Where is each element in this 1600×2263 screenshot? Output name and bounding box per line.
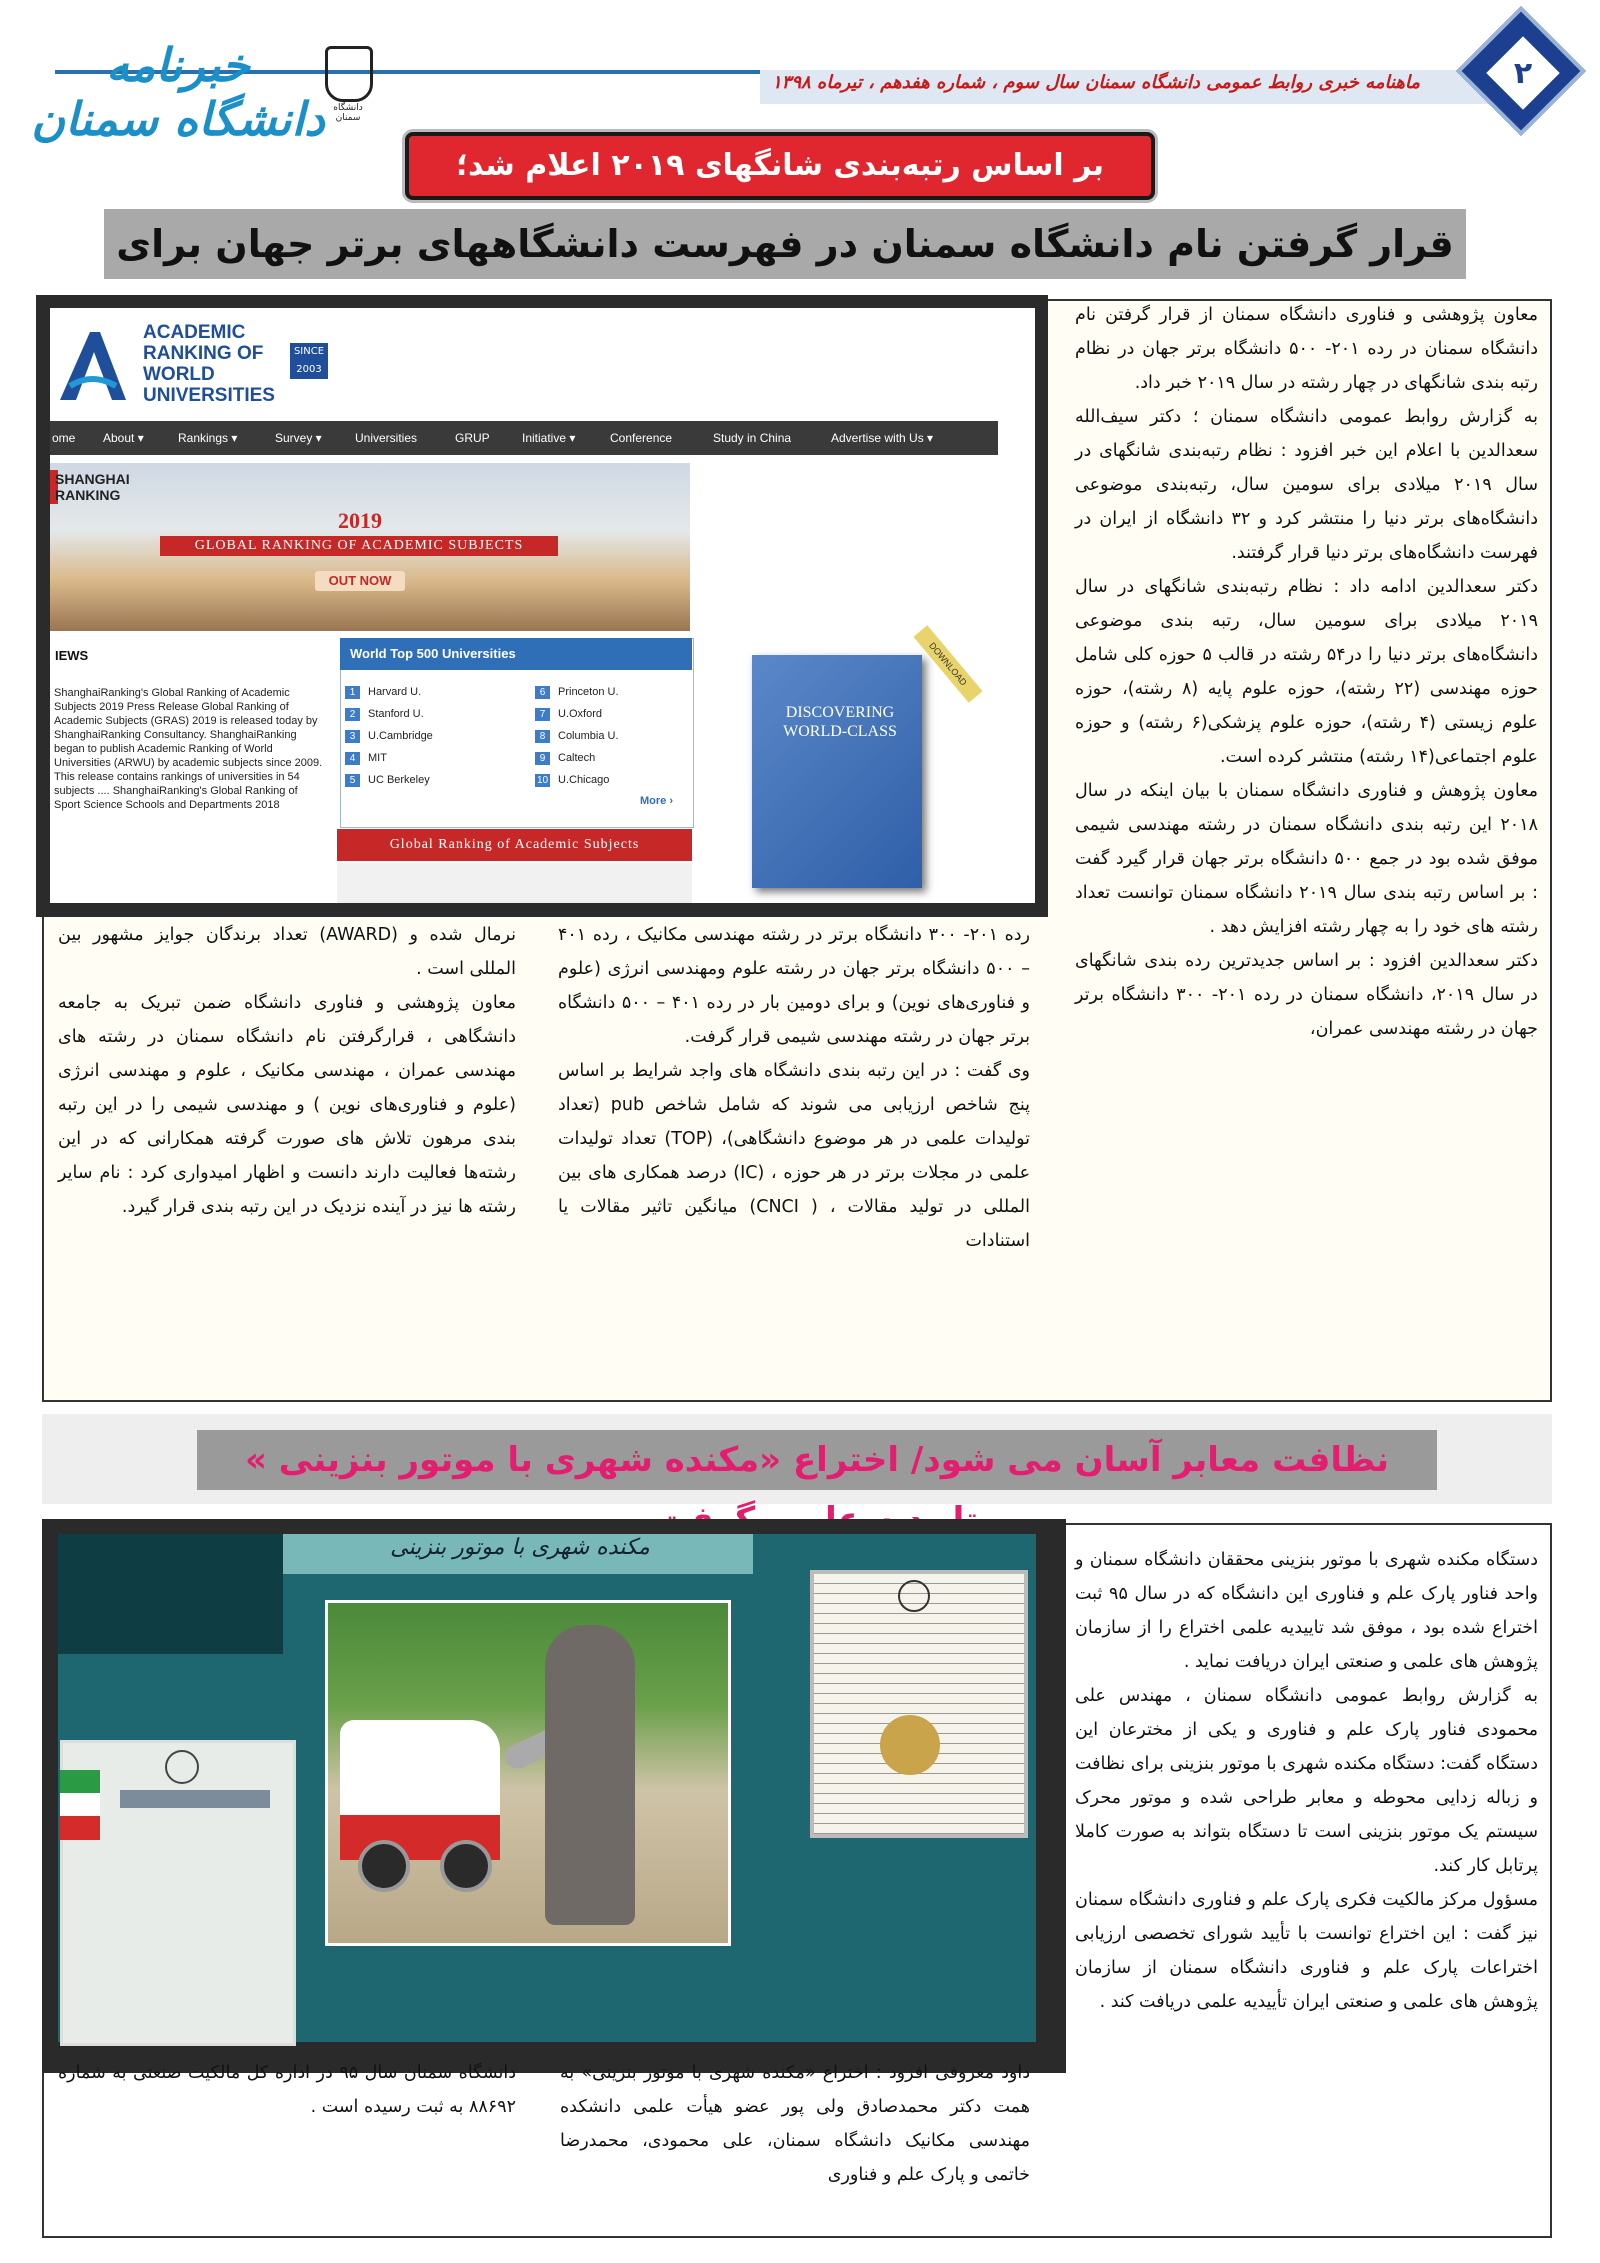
paragraph: معاون پژوهش و فناوری دانشگاه سمنان با بیان اینکه در سال ۲۰۱۸ این رتبه بندی دانشگاه سمنان در رشته مهندسی شیمی موفق شده بود در جمع ۵۰۰ دانشگاه برتر جهان قرار گیرد گفت : بر اساس رتبه بندی سال ۲۰۱۹ دانشگاه سمنان توانست تعداد رشته های خود را به چهار رشته افزایش دهد . (1075, 781, 1538, 937)
nav-item[interactable]: Conference (610, 431, 673, 445)
university-item[interactable] (345, 730, 433, 743)
arwu-line: RANKING OF (143, 343, 264, 364)
article1-kicker (405, 132, 1155, 200)
newsletter-logo: خبرنامه دانشگاه سمنان (31, 38, 325, 146)
article1-column-left (58, 918, 516, 1224)
article1-column-right (1075, 298, 1538, 1046)
nav-item[interactable]: About ▾ (103, 431, 144, 445)
paragraph: دانشگاه سمنان سال ۹۵ در اداره کل مالکیت صنعتی به شماره ۸۸۶۹۲ به ثبت رسیده است . (58, 2063, 516, 2117)
paragraph: دکتر سعدالدین ادامه داد : نظام رتبه‌بندی شانگهای در سال ۲۰۱۹ میلادی برای سومین سال، رتبه بندی موضوعی دانشگاه‌های برتر دنیا را در۵۴ رشته در قالب ۵ حوزه کلی شامل حوزه مهندسی (۲۲ رشته)، حوزه علوم پایه (۸ رشته)، حوزه علوم زیستی (۴ رشته)، حوزه علوم پزشکی(۶ رشته) و حوزه علوم اجتماعی(۱۴ رشته) منتشر کرده است. (1075, 577, 1538, 767)
paragraph: رده ۲۰۱- ۳۰۰ دانشگاه برتر در رشته مهندسی مکانیک ، رده ۴۰۱ – ۵۰۰ دانشگاه برتر جهان در رشته علوم ومهندسی انرژی (علوم و فناوری‌های نوین) و برای دومین بار در رده ۴۰۱ – ۵۰۰ دانشگاه برتر جهان در رشته مهندسی شیمی قرار گرفت. (558, 925, 1031, 1047)
university-item[interactable] (345, 686, 421, 699)
image-caption-title: مکنده شهری با موتور بنزینی (390, 1535, 650, 1560)
iran-flag-icon (60, 1770, 100, 1840)
certificate-logo-icon (898, 1580, 930, 1612)
arwu-logo-icon (56, 328, 128, 403)
nav-item[interactable]: Survey ▾ (275, 431, 322, 445)
paragraph: معاون پژوهشی و فناوری دانشگاه سمنان از قرار گرفتن نام دانشگاه سمنان در رده ۲۰۱- ۵۰۰ دانشگاه برتر جهان در نظام رتبه بندی شانگهای در چهار رشته در سال ۲۰۱۹ خبر داد. (1075, 305, 1538, 393)
rank-badge: 1 (345, 686, 360, 699)
rank-badge: 10 (536, 775, 549, 786)
university-item[interactable] (535, 730, 619, 743)
paragraph: داود معروفی افزود : اختراع «مکنده شهری با موتور بنزینی» به همت دکتر محمدصادق ولی پور عضو هیأت علمی دانشکده مهندسی مکانیک دانشگاه سمنان، علی محمودی، محمدرضا خاتمی و پارک علم و فناوری (560, 2063, 1030, 2185)
university-item[interactable] (345, 774, 430, 787)
university-item[interactable] (535, 752, 595, 765)
university-name: MIT (368, 752, 387, 764)
news-heading: IEWS (55, 648, 89, 663)
paragraph: معاون پژوهشی و فناوری دانشگاه ضمن تبریک به جامعه دانشگاهی ، قرارگرفتن نام دانشگاه سمنان در رشته های مهندسی عمران ، مهندسی مکانیک ، علوم و مهندسی انرژی (علوم و فناوری‌های نوین ) و مهندسی شیمی را در این رتبه بندی مرهون تلاش های صورت گرفته همکارانی که در این رشته‌ها فعالیت دارند دانست و اظهار امیدواری کرد : نام سایر رشته ها نیز در آینده نزدیک در این رتبه بندی قرار گیرد. (58, 993, 516, 1217)
wheel-icon (440, 1840, 492, 1892)
article1-headline (104, 209, 1466, 279)
download-ribbon[interactable]: DOWNLOAD (913, 625, 982, 702)
gold-seal-icon (880, 1715, 940, 1775)
emblem-icon (165, 1750, 199, 1784)
shanghai-ranking-logo: SHANGHAI RANKING (55, 471, 130, 503)
rank-badge: 3 (345, 730, 360, 743)
nav-item[interactable]: Advertise with Us ▾ (831, 431, 934, 445)
book-cover[interactable] (752, 655, 922, 888)
more-link[interactable]: More › (640, 795, 673, 807)
book-title: DISCOVERING WORLD-CLASS (783, 704, 897, 740)
image-panel (58, 1534, 283, 1654)
header-issue-text: ماهنامه خبری روابط عمومی دانشگاه سمنان سال سوم ، شماره هفدهم ، تیرماه ۱۳۹۸ (771, 72, 1420, 93)
nav-item[interactable]: Universities (355, 431, 418, 445)
banner-title: GLOBAL RANKING OF ACADEMIC SUBJECTS (160, 536, 558, 556)
article2-headline (197, 1430, 1437, 1490)
university-item[interactable] (345, 752, 387, 765)
shanghai-ranking-strip (337, 863, 692, 903)
kicker-text: بر اساس رتبه‌بندی شانگهای ۲۰۱۹ اعلام شد؛ (455, 148, 1105, 183)
university-item[interactable] (345, 708, 424, 721)
headline-text: نظافت معابر آسان می شود/ اختراع «مکنده شهری با موتور بنزینی » (245, 1440, 1389, 1480)
paragraph: دستگاه مکنده شهری با موتور بنزینی محققان دانشگاه سمنان و واحد فناور پارک علم و فناوری این دانشگاه که در سال ۹۵ ثبت اختراع شده بود ، موفق شد تاییدیه علمی اختراع را از سازمان پژوهش های علمی و صنعتی ایران دریافت نماید . (1075, 1550, 1539, 1672)
arwu-since: SINCE 2003 (290, 343, 328, 379)
nav-item[interactable]: Study in China (713, 431, 792, 445)
banner-year: 2019 (338, 508, 382, 533)
paragraph: دکتر سعدالدین افزود : بر اساس جدیدترین رده بندی شانگهای در سال ۲۰۱۹، دانشگاه سمنان در رده ۲۰۱- ۳۰۰ دانشگاه برتر جهان در رشته مهندسی عمران، (1075, 951, 1538, 1039)
paragraph: به گزارش روابط عمومی دانشگاه سمنان ؛ دکتر سیف‌الله سعدالدین با اعلام این خبر افزود : نظام رتبه‌بندی شانگهای در سال ۲۰۱۹ میلادی برای سومین سال، رتبه‌بندی موضوعی دانشگاه‌های برتر دنیا را منتشر کرد و ۳۲ دانشگاه از ایران در فهرست دانشگاه‌های برتر دنیا قرار گرفتند. (1075, 407, 1539, 563)
operator-figure (545, 1625, 635, 1925)
university-name: Stanford U. (368, 708, 424, 720)
university-name: Princeton U. (558, 686, 619, 698)
university-name: U.Cambridge (368, 730, 433, 742)
article1-column-middle (558, 918, 1030, 1258)
nav-item[interactable]: Initiative ▾ (522, 431, 576, 445)
university-name: Caltech (558, 752, 596, 764)
university-name: UC Berkeley (368, 774, 430, 786)
headline-text: قرار گرفتن نام دانشگاه سمنان در فهرست دانشگاههای برتر جهان برای (116, 222, 1454, 266)
arwu-line: ACADEMIC (143, 322, 246, 343)
university-name: Harvard U. (368, 686, 422, 698)
university-name: U.Oxford (558, 708, 603, 720)
paragraph: وی گفت : در این رتبه بندی دانشگاه های واجد شرایط بر اساس پنج شاخص ارزیابی می شوند که شامل شاخص pub (تعداد تولیدات علمی در هر موضوع دانشگاهی)، (TOP) تعداد تولیدات علمی در مجلات برتر در هر حوزه ، (IC) درصد همکاری های بین المللی در تولید مقالات ، ( CNCI) میانگین تاثیر مقالات یا استنادات (558, 1061, 1031, 1251)
arwu-line: UNIVERSITIES (143, 385, 275, 406)
article2-column-left (58, 2056, 516, 2124)
logo-subtitle: دانشگاه سمنان (333, 103, 363, 123)
rank-badge: 4 (345, 752, 360, 765)
nav-item[interactable]: GRUP (455, 431, 490, 445)
university-name: U.Chicago (558, 774, 610, 786)
out-now-button[interactable]: OUT NOW (315, 571, 405, 591)
article2-column-right (1075, 1543, 1538, 2019)
paragraph: مسؤول مرکز مالکیت فکری پارک علم و فناوری دانشگاه سمنان نیز گفت : این اختراع توانست با تأیید شورای تخصصی ارزیابی اختراعات پارک علم و فناوری دانشگاه سمنان از سازمان پژوهش های علمی و صنعتی ایران تأییدیه علمی دریافت کند . (1075, 1890, 1538, 2012)
certificate-title-bar (120, 1790, 270, 1808)
paragraph: به گزارش روابط عمومی دانشگاه سمنان ، مهندس علی محمودی فناور پارک علم و فناوری و یکی از مخترعان این دستگاه گفت: دستگاه مکنده شهری با موتور بنزینی برای نظافت و زباله زدایی محوطه و معابر طراحی شده و موتور محرک سیستم یک موتور بنزینی است تا دستگاه بتواند به صورت کاملا پرتابل کار کند. (1075, 1686, 1538, 1876)
gras-link-bar[interactable]: Global Ranking of Academic Subjects (337, 829, 692, 861)
nav-item[interactable]: ome (52, 431, 76, 445)
wheel-icon (358, 1840, 410, 1892)
university-item[interactable] (535, 774, 609, 787)
rank-badge: 6 (535, 686, 550, 699)
article2-column-middle (560, 2056, 1030, 2192)
rank-badge: 2 (345, 708, 360, 721)
arwu-line: WORLD (143, 364, 215, 385)
nav-item[interactable]: Rankings ▾ (178, 431, 238, 445)
news-text[interactable]: ShanghaiRanking's Global Ranking of Academic Subjects 2019 Press Release Global Ranking of Academic Subjects (GRAS) 2019 is released today by ShanghaiRanking Consultancy. ShanghaiRanking began to publish Academic Ranking of World Universities (ARWU) by academic subjects since 2009. This release contains rankings of universities in 54 subjects .... ShanghaiRanking's Global Ranking of Sport Science Schools and Departments 2018 (54, 687, 323, 811)
university-name: Columbia U. (558, 730, 619, 742)
top500-title: World Top 500 Universities (340, 638, 692, 670)
page-number: ۲ (1513, 56, 1533, 91)
rank-badge: 8 (535, 730, 550, 743)
paragraph: نرمال شده و (AWARD) تعداد برندگان جوایز مشهور بین المللی است . (58, 925, 517, 979)
rank-badge: 7 (535, 708, 550, 721)
university-item[interactable] (535, 686, 619, 699)
rank-badge: 5 (345, 774, 360, 787)
university-item[interactable] (535, 708, 602, 721)
university-emblem-icon (325, 46, 373, 102)
rank-badge: 9 (535, 752, 550, 765)
